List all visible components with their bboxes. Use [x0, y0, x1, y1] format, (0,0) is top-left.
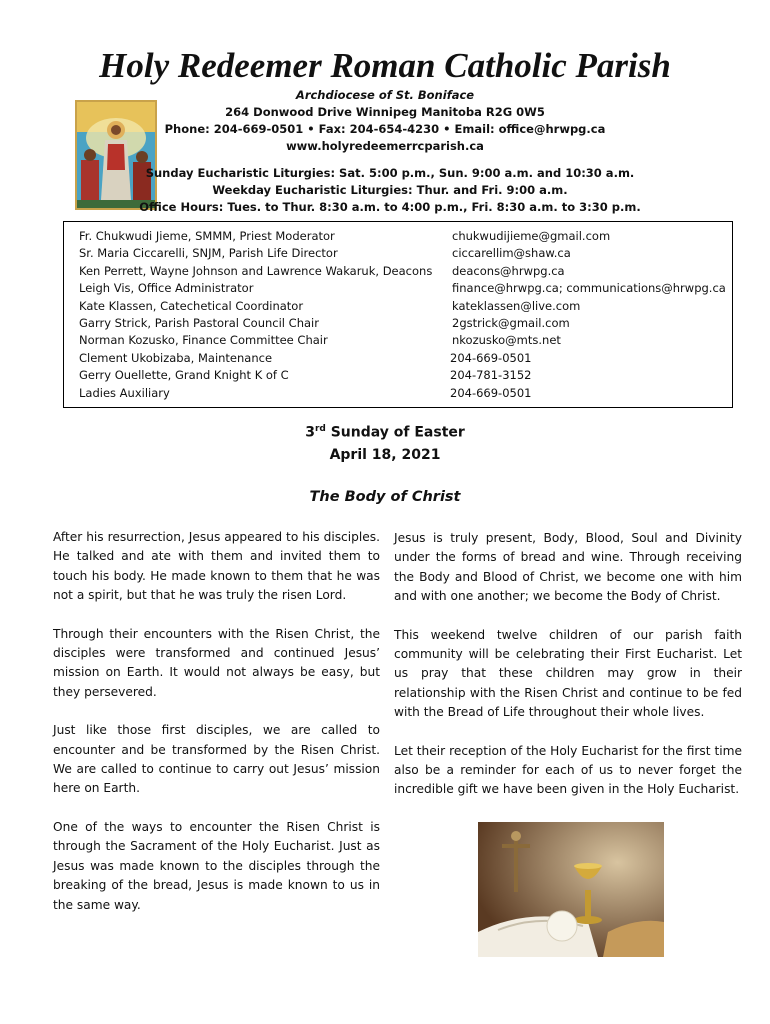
- staff-name: Leigh Vis, Office Administrator: [79, 281, 254, 296]
- staff-name: Norman Kozusko, Finance Committee Chair: [79, 333, 328, 348]
- staff-name: Kate Klassen, Catechetical Coordinator: [79, 298, 304, 313]
- staff-name: Sr. Maria Ciccarelli, SNJM, Parish Life Director: [79, 246, 338, 261]
- paragraph: After his resurrection, Jesus appeared to his disciples. He talked and ate with them and invited them to touch his body. He made known to them that he was not a spirit, but that he was truly the risen Lord.: [53, 530, 380, 603]
- staff-name: Garry Strick, Parish Pastoral Council Chair: [79, 316, 319, 331]
- paragraph: Let their reception of the Holy Eucharist for the first time also be a reminder for each of us to never forget the incredible gift we have been given in the Holy Eucharist.: [394, 743, 742, 797]
- chalice-host-crucifix-icon: [478, 822, 664, 957]
- address: 264 Donwood Drive Winnipeg Manitoba R2G 0W5: [225, 105, 545, 119]
- occasion-text: Sunday of Easter: [325, 424, 465, 441]
- staff-contact: 204-669-0501: [450, 350, 532, 365]
- staff-name: Ken Perrett, Wayne Johnson and Lawrence Wakaruk, Deacons: [79, 263, 433, 278]
- staff-contact[interactable]: finance@hrwpg.ca; communications@hrwpg.ca: [452, 281, 726, 296]
- sunday-liturgies: Sunday Eucharistic Liturgies: Sat. 5:00 p.m., Sun. 9:00 a.m. and 10:30 a.m.: [145, 166, 635, 180]
- staff-directory: [63, 221, 733, 408]
- parish-title: Holy Redeemer Roman Catholic Parish: [99, 46, 671, 85]
- paragraph: This weekend twelve children of our parish faith community will be celebrating their First Eucharist. Let us pray that these children may grow in their relationship with the Risen Christ and continue to be fed with the Bread of Life throughout their whole lives.: [394, 627, 742, 720]
- staff-name: Ladies Auxiliary: [79, 385, 170, 400]
- right-column: [394, 529, 742, 819]
- occasion-date: April 18, 2021: [329, 447, 441, 463]
- article-title: The Body of Christ: [309, 489, 461, 505]
- staff-names: [79, 228, 432, 402]
- staff-contact[interactable]: ciccarellim@shaw.ca: [452, 246, 571, 261]
- contact-line: Phone: 204-669-0501 • Fax: 204-654-4230 • Email: office@hrwpg.ca: [164, 122, 606, 136]
- left-column: [53, 528, 380, 934]
- staff-contact[interactable]: 2gstrick@gmail.com: [452, 316, 570, 331]
- paragraph: Through their encounters with the Risen Christ, the disciples were transformed and continued Jesus’ mission on Earth. It would not always be easy, but they persevered.: [53, 626, 380, 699]
- staff-name: Gerry Ouellette, Grand Knight K of C: [79, 368, 289, 383]
- occasion-heading: [0, 424, 770, 441]
- staff-contacts: [452, 228, 726, 402]
- ordinal-suffix: rd: [314, 424, 326, 434]
- office-hours: Office Hours: Tues. to Thur. 8:30 a.m. to 4:00 p.m., Fri. 8:30 a.m. to 3:30 p.m.: [139, 200, 641, 214]
- weekday-liturgies: Weekday Eucharistic Liturgies: Thur. and Fri. 9:00 a.m.: [212, 183, 568, 197]
- paragraph: Jesus is truly present, Body, Blood, Soul and Divinity under the forms of bread and wine. Through receiving the Body and Blood of Christ, we become one with him and with one another; we become the Body of Christ.: [394, 531, 742, 604]
- website[interactable]: www.holyredeemerrcparish.ca: [286, 139, 484, 153]
- staff-contact: 204-781-3152: [450, 368, 532, 383]
- staff-contact: 204-669-0501: [450, 385, 532, 400]
- staff-contact[interactable]: nkozusko@mts.net: [452, 333, 561, 348]
- archdiocese: Archdiocese of St. Boniface: [295, 88, 475, 102]
- staff-name: Fr. Chukwudi Jieme, SMMM, Priest Moderator: [79, 229, 335, 243]
- paragraph: Just like those first disciples, we are called to encounter and be transformed by the Risen Christ. We are called to continue to carry out Jesus’ mission here on Earth.: [53, 723, 380, 796]
- staff-contact[interactable]: deacons@hrwpg.ca: [452, 263, 565, 278]
- paragraph: One of the ways to encounter the Risen Christ is through the Sacrament of the Holy Eucharist. Just as Jesus was made known to the disciples through the breaking of the bread, Jesus is made known to us in the same way.: [53, 819, 380, 912]
- staff-contact[interactable]: kateklassen@live.com: [452, 298, 581, 313]
- staff-contact[interactable]: chukwudijieme@gmail.com: [452, 229, 611, 243]
- staff-name: Clement Ukobizaba, Maintenance: [79, 350, 273, 365]
- ordinal-number: 3: [305, 424, 315, 441]
